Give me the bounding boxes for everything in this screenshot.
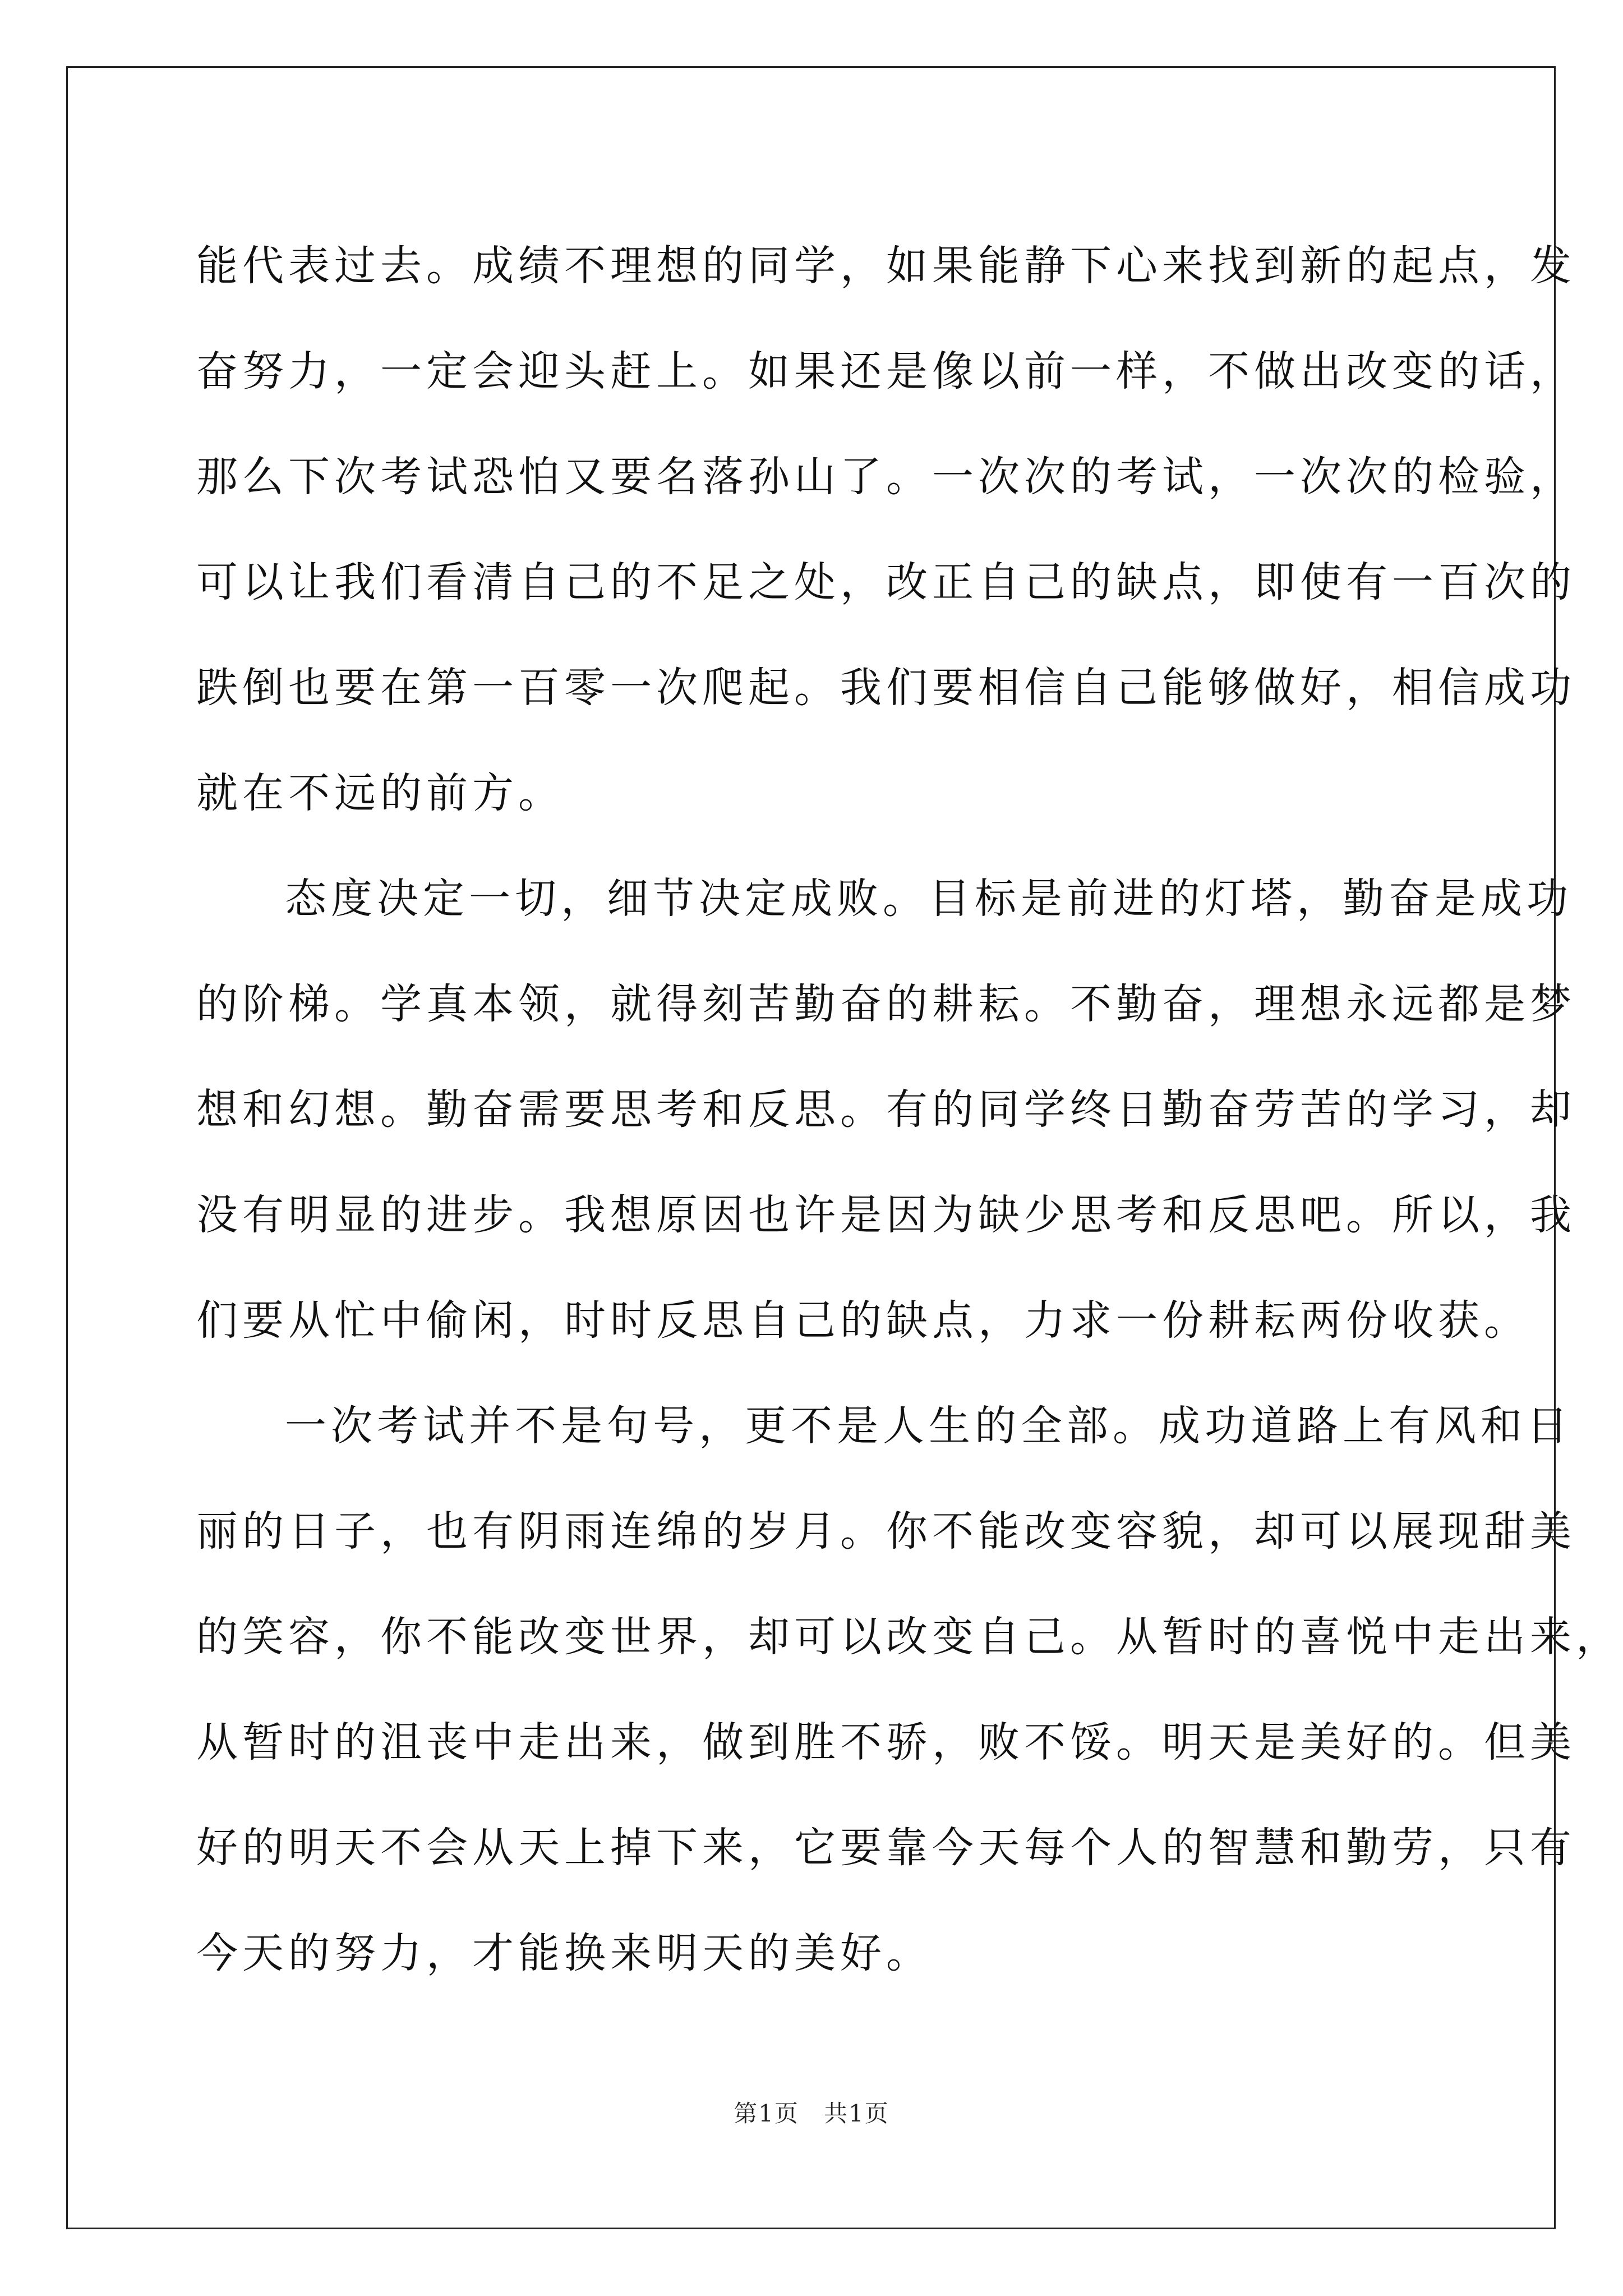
text-line: 今天的努力，才能换来明天的美好。	[196, 1929, 932, 1977]
text-line: 奋努力，一定会迎头赶上。如果还是像以前一样，不做出改变的话，	[196, 347, 1576, 395]
text-line: 的笑容，你不能改变世界，却可以改变自己。从暂时的喜悦中走出来，	[196, 1613, 1622, 1661]
text-line: 那么下次考试恐怕又要名落孙山了。一次次的考试，一次次的检验，	[196, 453, 1576, 501]
text-line: 丽的日子，也有阴雨连绵的岁月。你不能改变容貌，却可以展现甜美	[196, 1507, 1576, 1556]
text-line: 的阶梯。学真本领，就得刻苦勤奋的耕耘。不勤奋，理想永远都是梦	[196, 980, 1576, 1028]
text-line: 就在不远的前方。	[196, 769, 564, 817]
page-number-footer: 第1页 共1页	[734, 2100, 889, 2127]
text-line: 可以让我们看清自己的不足之处，改正自己的缺点，即使有一百次的	[196, 558, 1576, 606]
text-line: 们要从忙中偷闲，时时反思自己的缺点，力求一份耕耘两份收获。	[196, 1296, 1530, 1345]
text-line: 能代表过去。成绩不理想的同学，如果能静下心来找到新的起点，发	[196, 242, 1576, 290]
text-line: 想和幻想。勤奋需要思考和反思。有的同学终日勤奋劳苦的学习，却	[196, 1085, 1576, 1134]
text-line: 从暂时的沮丧中走出来，做到胜不骄，败不馁。明天是美好的。但美	[196, 1718, 1576, 1766]
text-line: 跌倒也要在第一百零一次爬起。我们要相信自己能够做好，相信成功	[196, 664, 1576, 712]
text-line: 好的明天不会从天上掉下来，它要靠今天每个人的智慧和勤劳，只有	[196, 1824, 1576, 1872]
text-line: 没有明显的进步。我想原因也许是因为缺少思考和反思吧。所以，我	[196, 1191, 1576, 1239]
text-line-paragraph-start: 一次考试并不是句号，更不是人生的全部。成功道路上有风和日	[285, 1402, 1573, 1450]
document-body	[196, 213, 1622, 2006]
text-line-paragraph-start: 态度决定一切，细节决定成败。目标是前进的灯塔，勤奋是成功	[285, 875, 1573, 923]
